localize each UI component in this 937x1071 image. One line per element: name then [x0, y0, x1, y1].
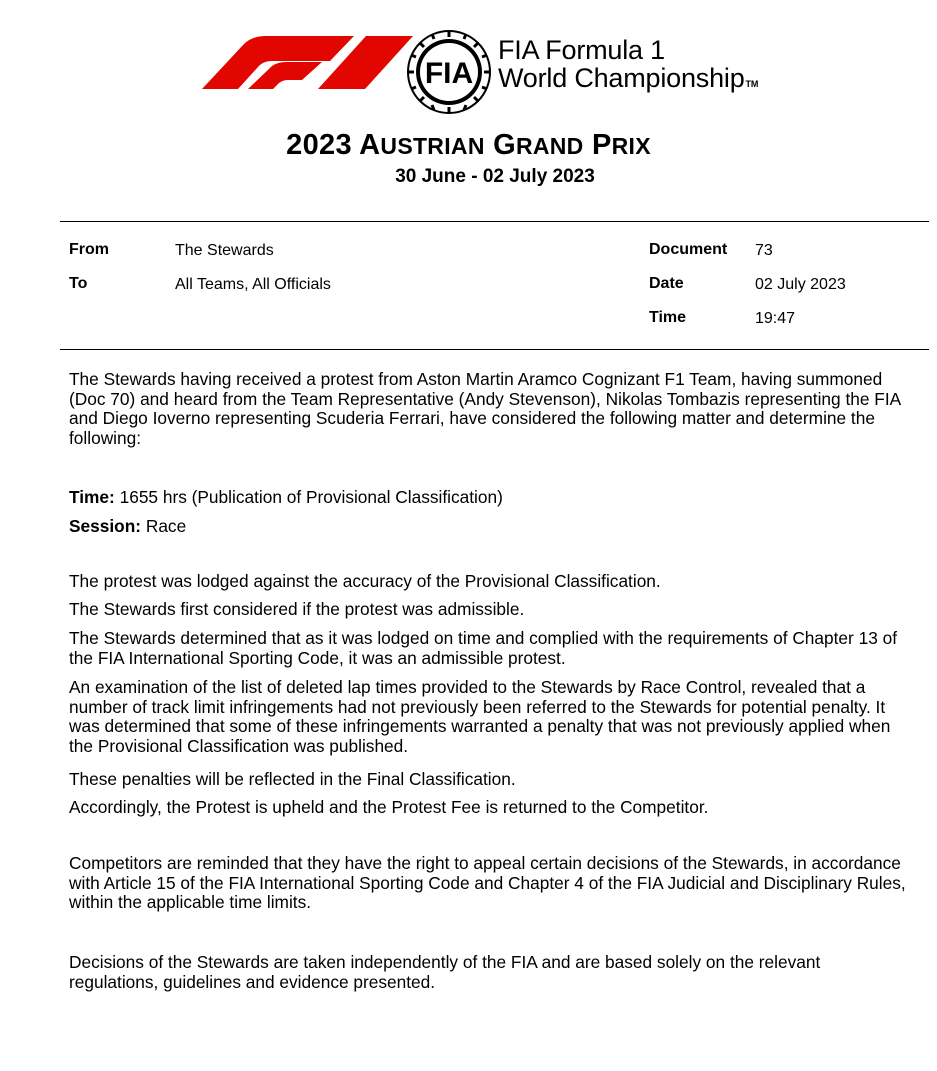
to-value: All Teams, All Officials	[175, 276, 331, 293]
divider-bottom	[60, 349, 929, 350]
document-value: 73	[755, 242, 773, 259]
to-label: To	[69, 275, 88, 292]
date-label: Date	[649, 275, 684, 292]
seal-text: FIA	[424, 57, 474, 90]
header-logos	[0, 28, 937, 98]
paragraph-2: The Stewards first considered if the protest was admissible.	[69, 599, 525, 619]
paragraph-5: These penalties will be reflected in the Final Classification.	[69, 769, 516, 789]
paragraph-1: The protest was lodged against the accuracy of the Provisional Classification.	[69, 571, 661, 591]
intro-paragraph: The Stewards having received a protest from Aston Martin Aramco Cognizant F1 Team, having summoned (Doc 70) and heard from the Team Representative (Andy Stevenson), Nikolas Tombazis representing the FIA and Diego Ioverno representing Scuderia Ferrari, have considered the following matter and determine the following:	[69, 369, 901, 448]
trademark-mark: TM	[745, 79, 759, 89]
event-dates: 30 June - 02 July 2023	[395, 166, 595, 187]
championship-wordmark	[498, 36, 758, 98]
paragraph-6: Accordingly, the Protest is upheld and the Protest Fee is returned to the Competitor.	[69, 797, 709, 817]
divider-top	[60, 221, 929, 222]
event-title: 2023 AUSTRIAN GRAND PRIX	[286, 129, 651, 161]
org-line-2: World ChampionshipTM	[498, 63, 759, 93]
time-line: Time: 1655 hrs (Publication of Provisional Classification)	[69, 487, 503, 507]
time-label: Time	[649, 309, 687, 326]
paragraph-3: The Stewards determined that as it was lodged on time and complied with the requirements of Chapter 13 of the FIA International Sporting Code, it was an admissible protest.	[69, 628, 898, 668]
appeal-paragraph: Competitors are reminded that they have the right to appeal certain decisions of the Stewards, in accordance with Article 15 of the FIA International Sporting Code and Chapter 4 of the FIA Judicial and Disciplinary Rules, within the applicable time limits.	[69, 853, 906, 912]
from-value: The Stewards	[175, 242, 274, 259]
f1-logo-icon	[200, 34, 414, 90]
date-value: 02 July 2023	[755, 276, 846, 293]
session-line: Session: Race	[69, 516, 187, 536]
fia-seal-icon	[405, 28, 493, 116]
org-line-1: FIA Formula 1	[498, 35, 665, 65]
independence-paragraph: Decisions of the Stewards are taken independently of the FIA and are based solely on the relevant regulations, guidelines and evidence presented.	[69, 952, 821, 992]
from-label: From	[69, 241, 109, 258]
time-value: 19:47	[755, 310, 796, 327]
paragraph-4: An examination of the list of deleted lap times provided to the Stewards by Race Control, revealed that a number of track limit infringements had not previously been referred to the Stewards for potential penalty. It was determined that some of these infringements warranted a penalty that was not previously applied when the Provisional Classification was published.	[69, 677, 891, 756]
document-label: Document	[649, 241, 728, 258]
